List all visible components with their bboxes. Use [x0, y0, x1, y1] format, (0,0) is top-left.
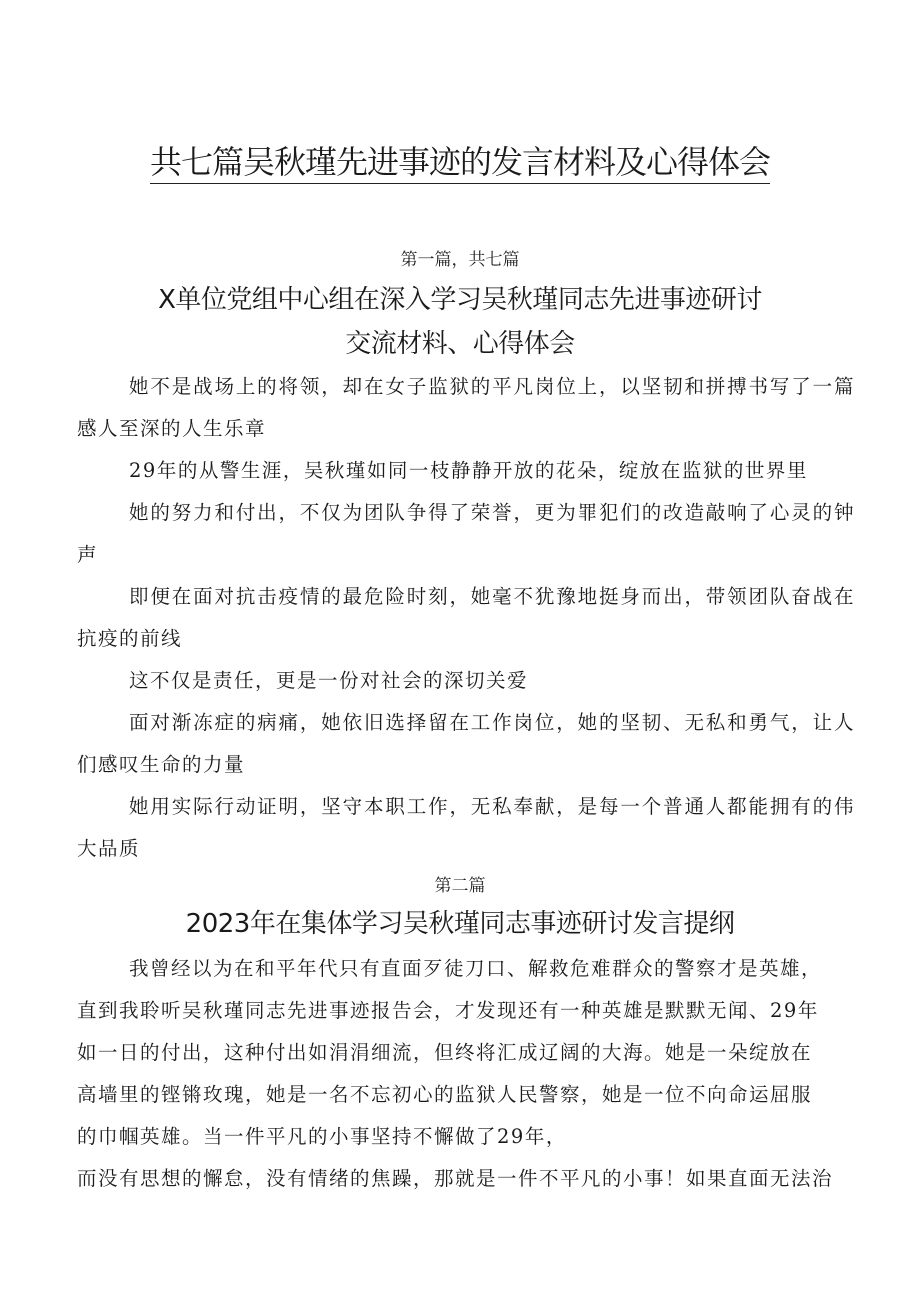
document-title-text: 共七篇吴秋瑾先进事迹的发言材料及心得体会 — [150, 143, 770, 184]
section-2-line-4: 高墙里的铿锵玫瑰，她是一名不忘初心的监狱人民警察，她是一位不向命运屈服 — [77, 1083, 813, 1106]
section-1-paragraph-1: 她不是战场上的将领，却在女子监狱的平凡岗位上，以坚韧和拼搏书写了一篇感人至深的人生乐章 — [77, 375, 855, 440]
document-title — [0, 140, 920, 184]
section-1-heading-line-2: 交流材料、心得体会 — [345, 329, 575, 359]
section-1-paragraph-5: 这不仅是责任，更是一份对社会的深切关爱 — [129, 669, 529, 692]
section-2-line-2: 直到我聆听吴秋瑾同志先进事迹报告会，才发现还有一种英雄是默默无闻、29年 — [77, 999, 819, 1022]
section-1-paragraph-3: 她的努力和付出，不仅为团队争得了荣誉，更为罪犯们的改造敲响了心灵的钟声 — [77, 501, 855, 566]
section-1-label: 第一篇，共七篇 — [400, 250, 520, 270]
section-1-heading-line-1: X单位党组中心组在深入学习吴秋瑾同志先进事迹研讨 — [158, 285, 762, 315]
section-2-heading: 2023年在集体学习吴秋瑾同志事迹研讨发言提纲 — [185, 909, 735, 939]
section-1-paragraph-2: 29年的从警生涯，吴秋瑾如同一枝静静开放的花朵，绽放在监狱的世界里 — [129, 459, 808, 482]
section-1-paragraph-6: 面对渐冻症的病痛，她依旧选择留在工作岗位，她的坚韧、无私和勇气，让人们感叹生命的力量 — [77, 711, 855, 776]
section-2-line-6: 而没有思想的懈怠，没有情绪的焦躁，那就是一件不平凡的小事！如果直面无法治 — [77, 1167, 834, 1190]
section-1-paragraph-4: 即便在面对抗击疫情的最危险时刻，她毫不犹豫地挺身而出，带领团队奋战在抗疫的前线 — [77, 585, 855, 650]
section-2-line-1: 我曾经以为在和平年代只有直面歹徒刀口、解救危难群众的警察才是英雄， — [129, 957, 823, 980]
section-1-paragraph-7: 她用实际行动证明，坚守本职工作，无私奉献，是每一个普通人都能拥有的伟大品质 — [77, 795, 855, 860]
section-2-line-3: 如一日的付出，这种付出如涓涓细流，但终将汇成辽阔的大海。她是一朵绽放在 — [77, 1041, 813, 1064]
section-2-line-5: 的巾帼英雄。当一件平凡的小事坚持不懈做了29年， — [77, 1125, 567, 1148]
section-2-label: 第二篇 — [434, 876, 486, 896]
